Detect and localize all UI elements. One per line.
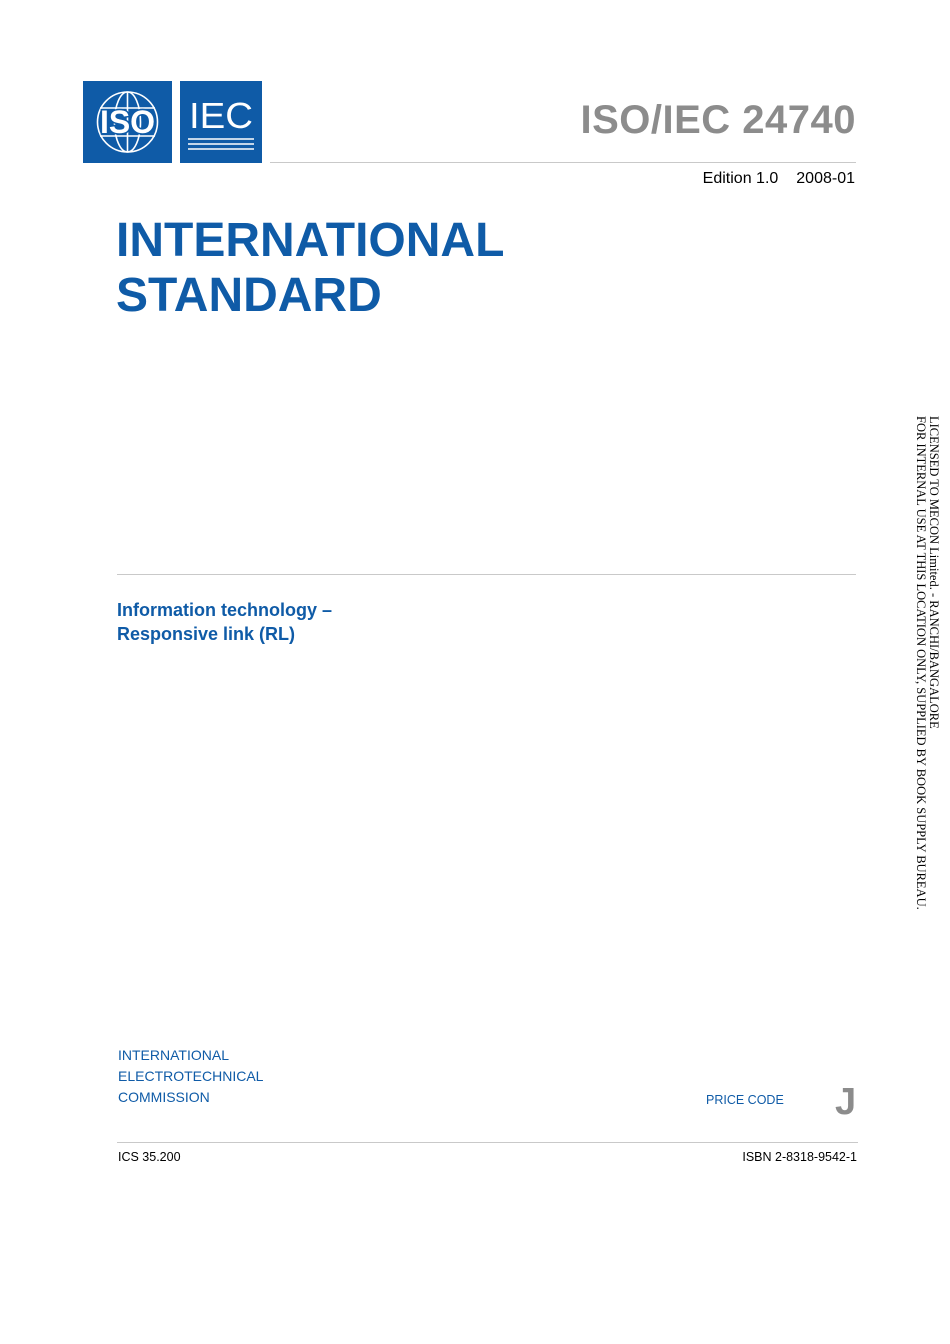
license-notice xyxy=(914,416,940,910)
isbn-number: ISBN 2-8318-9542-1 xyxy=(742,1150,857,1164)
title-line-1: INTERNATIONAL xyxy=(116,214,505,267)
iso-logo-text: ISO xyxy=(99,104,156,140)
license-line-1: LICENSED TO MECON Limited. - RANCHI/BANGALORE xyxy=(927,416,941,729)
publisher-line-1: INTERNATIONAL xyxy=(118,1047,229,1063)
header-divider xyxy=(270,162,856,163)
subject-divider xyxy=(117,574,856,575)
globe-icon xyxy=(83,81,172,163)
iec-logo-text: IEC xyxy=(189,95,253,136)
publisher-line-2: ELECTROTECHNICAL xyxy=(118,1068,264,1084)
standard-number: ISO/IEC 24740 xyxy=(580,98,856,142)
title-line-2: STANDARD xyxy=(116,269,382,322)
iso-logo xyxy=(83,81,172,163)
publisher-line-3: COMMISSION xyxy=(118,1089,210,1105)
license-line-2: FOR INTERNAL USE AT THIS LOCATION ONLY, SUPPLIED BY BOOK SUPPLY BUREAU. xyxy=(914,416,928,910)
price-code-value: J xyxy=(835,1081,857,1123)
subject-line-2: Responsive link (RL) xyxy=(117,624,296,644)
document-subject xyxy=(117,598,332,646)
edition-label: Edition 1.0 xyxy=(702,170,779,187)
edition-info xyxy=(703,170,855,188)
document-type-title xyxy=(116,213,504,323)
subject-line-1: Information technology – xyxy=(117,600,333,620)
footer-divider xyxy=(117,1142,858,1143)
edition-date: 2008-01 xyxy=(796,170,855,187)
ics-code: ICS 35.200 xyxy=(118,1150,181,1164)
price-code-label: PRICE CODE xyxy=(706,1093,784,1107)
publisher-name xyxy=(118,1045,263,1108)
iec-logo xyxy=(180,81,262,163)
